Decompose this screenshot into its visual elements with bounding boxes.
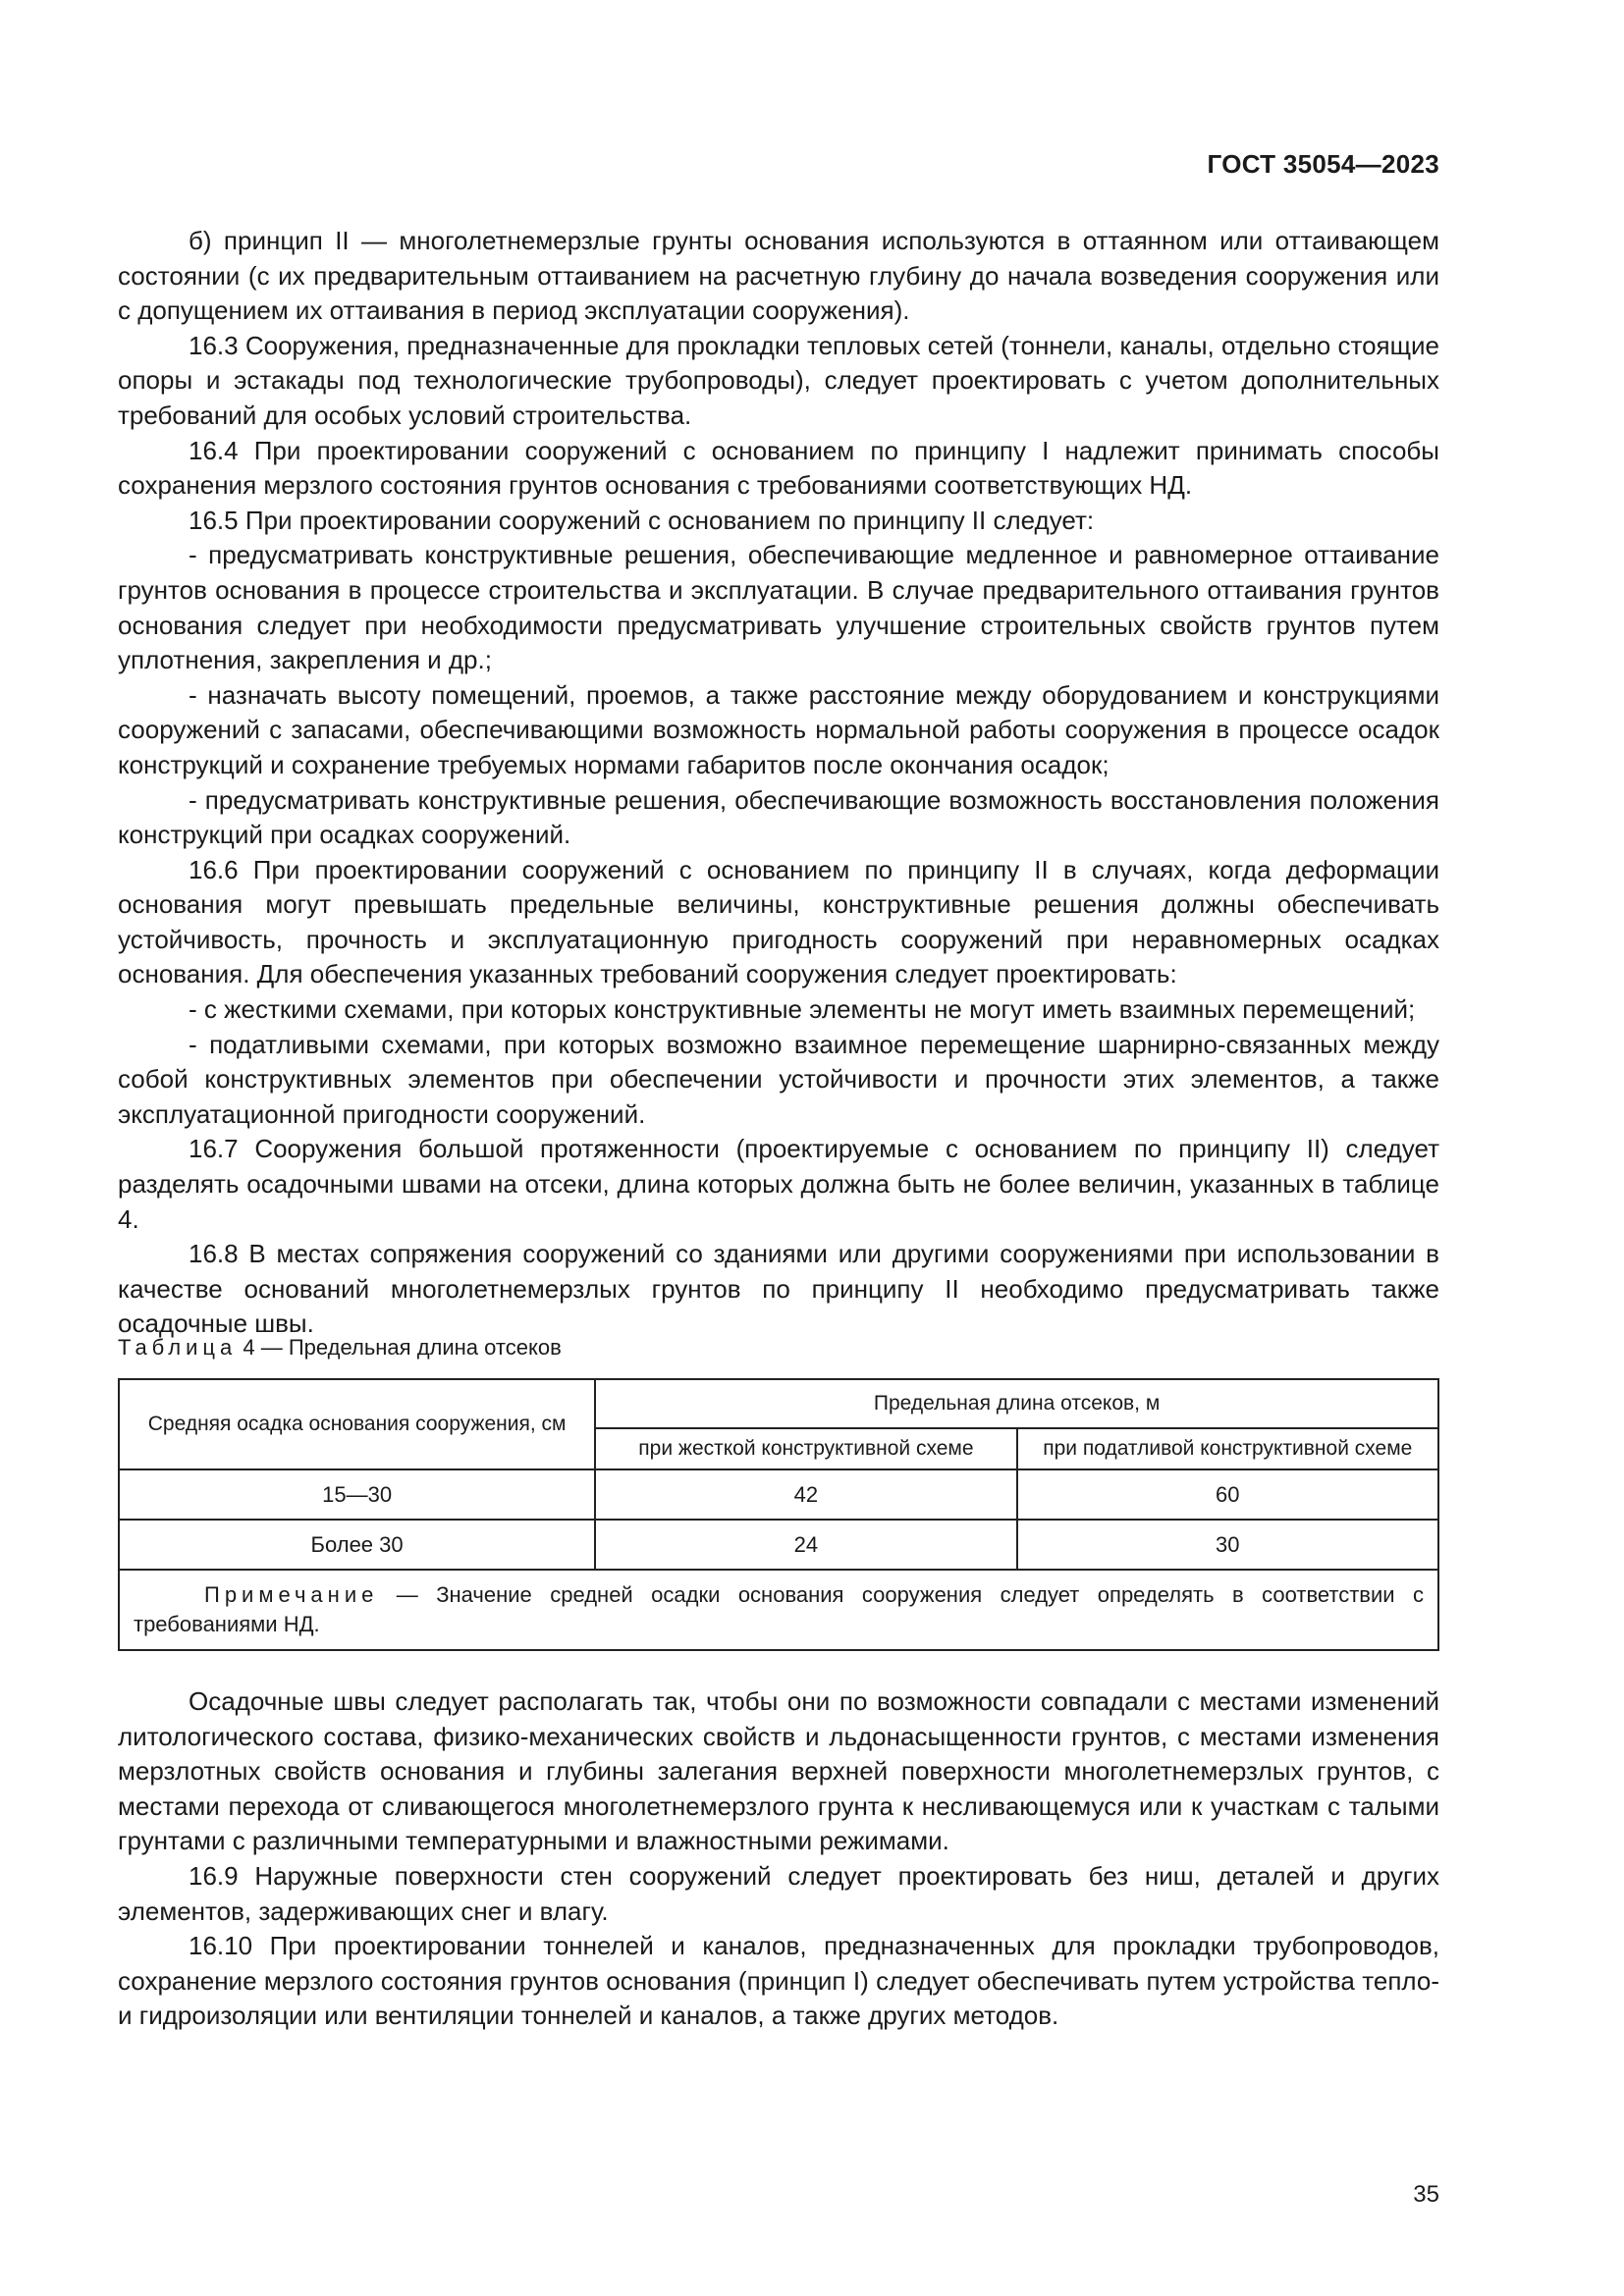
note-text: — Значение средней осадки основания сооружения следует определять в соответствии с требованиями НД. — [134, 1582, 1424, 1636]
cell-flexible: 30 — [1017, 1520, 1438, 1570]
paragraph: 16.5 При проектировании сооружений с основанием по принципу II следует: — [189, 505, 1095, 535]
table-header-row — [119, 1379, 1438, 1428]
settlement-length-table — [118, 1378, 1439, 1651]
paragraph: 16.9 Наружные поверхности стен сооружений следует проектировать без ниш, деталей и других элементов, задерживающих снег и влагу. — [118, 1860, 1439, 1926]
table-note — [119, 1570, 1438, 1650]
col-header-group: Предельная длина отсеков, м — [595, 1379, 1438, 1428]
paragraph: 16.7 Сооружения большой протяженности (проектируемые с основанием по принципу II) следует разделять осадочными швами на отсеки, длина которых должна быть не более величин, указанных в таблице 4. — [118, 1134, 1439, 1234]
paragraph: б) принцип II — многолетнемерзлые грунты основания используются в оттаянном или оттаивающем состоянии (с их предварительным оттаиванием на расчетную глубину до начала возведения сооружения или с допущением их оттаивания в период эксплуатации сооружения). — [118, 226, 1439, 326]
cell-settlement: Более 30 — [119, 1520, 595, 1570]
paragraph: Осадочные швы следует располагать так, чтобы они по возможности совпадали с местами изменений литологического состава, физико-механических свойств и льдонасыщенности грунтов, с местами изменения мерзлотных свойств основания и глубины залегания верхней поверхности многолетнемерзлых грунтов, с местами перехода от сливающегося многолетнемерзлого грунта к несливающемуся или к участкам с талыми грунтами с различными температурными и влажностными режимами. — [118, 1686, 1439, 1856]
document-header: ГОСТ 35054—2023 — [1207, 149, 1439, 179]
cell-settlement: 15—30 — [119, 1469, 595, 1520]
table-row — [119, 1469, 1438, 1520]
paragraph: - назначать высоту помещений, проемов, а также расстояние между оборудованием и конструкциями сооружений с запасами, обеспечивающими возможность нормальной работы сооружения в процессе осадок конструкций и сохранение требуемых нормами габаритов после окончания осадок; — [118, 679, 1439, 779]
cell-rigid: 24 — [595, 1520, 1016, 1570]
paragraph: - предусматривать конструктивные решения, обеспечивающие возможность восстановления положения конструкций при осадках сооружений. — [118, 784, 1439, 850]
paragraph: - предусматривать конструктивные решения, обеспечивающие медленное и равномерное оттаивание грунтов основания в процессе строительства и эксплуатации. В случае предварительного оттаивания грунтов основания следует при необходимости предусматривать улучшение строительных свойств грунтов путем уплотнения, закрепления и др.; — [118, 540, 1439, 675]
col-header-flexible: при податливой конструктивной схеме — [1017, 1428, 1438, 1469]
body-text-bottom — [118, 1684, 1439, 2034]
paragraph: 16.6 При проектировании сооружений с основанием по принципу II в случаях, когда деформации основания могут превышать предельные величины, конструктивные решения должны обеспечивать устойчивость, прочность и эксплуатационную пригодность сооружений при неравномерных осадках основания. Для обеспечения указанных требований сооружения следует проектировать: — [118, 854, 1439, 989]
page-number: 35 — [1413, 2181, 1439, 2208]
cell-flexible: 60 — [1017, 1469, 1438, 1520]
paragraph: 16.8 В местах сопряжения сооружений со зданиями или другими сооружениями при использовании в качестве оснований многолетнемерзлых грунтов по принципу II необходимо предусматривать также осадочные швы. — [118, 1239, 1439, 1339]
note-label: Примечание — [204, 1582, 379, 1607]
table-row — [119, 1520, 1438, 1570]
paragraph: 16.4 При проектировании сооружений с основанием по принципу I надлежит принимать способы сохранения мерзлого состояния грунтов основания с требованиями соответствующих НД. — [118, 435, 1439, 501]
table-caption — [118, 1335, 562, 1361]
paragraph: - податливыми схемами, при которых возможно взаимное перемещение шарнирно-связанных между собой конструктивных элементов при обеспечении устойчивости и прочности этих элементов, а также эксплуатационной пригодности сооружений. — [118, 1029, 1439, 1129]
col-header-settlement: Средняя осадка основания сооружения, см — [119, 1379, 595, 1469]
col-header-rigid: при жесткой конструктивной схеме — [595, 1428, 1016, 1469]
paragraph: 16.10 При проектировании тоннелей и каналов, предназначенных для прокладки трубопроводов, сохранение мерзлого состояния грунтов основания (принцип I) следует обеспечивать путем устройства тепло- и гидроизоляции или вентиляции тоннелей и каналов, а также других методов. — [118, 1931, 1439, 2031]
table-caption-prefix: Таблица — [118, 1335, 238, 1360]
table-caption-title: 4 — Предельная длина отсеков — [237, 1335, 562, 1360]
paragraph: 16.3 Сооружения, предназначенные для прокладки тепловых сетей (тоннели, каналы, отдельно стоящие опоры и эстакады под технологические трубопроводы), следует проектировать с учетом дополнительных требований для особых условий строительства. — [118, 330, 1439, 430]
paragraph: - с жесткими схемами, при которых конструктивные элементы не могут иметь взаимных перемещений; — [189, 994, 1416, 1025]
table-note-row — [119, 1570, 1438, 1650]
cell-rigid: 42 — [595, 1469, 1016, 1520]
body-text-top — [118, 224, 1439, 1342]
